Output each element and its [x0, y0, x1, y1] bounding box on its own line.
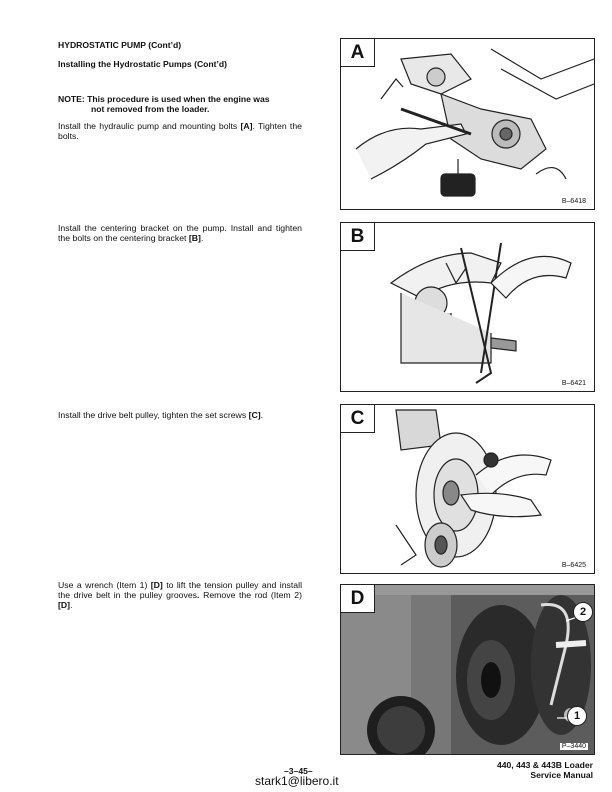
model-line2: Service Manual	[530, 770, 593, 780]
step-a-ref: [A]	[240, 121, 253, 131]
step-a-tail: . Tighten the bolts.	[58, 121, 302, 142]
figure-b	[340, 222, 595, 392]
note-line1: This procedure is used when the engine was	[87, 94, 270, 104]
figure-b-letter: B	[341, 223, 375, 251]
step-c-body: Install the drive belt pulley, tighten the set screws	[58, 410, 249, 420]
figure-a-letter: A	[341, 39, 375, 67]
figure-d-code: P–3440	[561, 743, 586, 750]
figure-d	[340, 584, 595, 755]
step-d-end: .	[70, 600, 73, 611]
figure-a-drawing	[341, 39, 594, 209]
callout-1: 1	[567, 706, 587, 726]
figure-c-drawing	[341, 405, 594, 573]
step-d-ref2: [D]	[58, 600, 71, 611]
step-d-text	[58, 580, 302, 611]
figure-c	[340, 404, 595, 574]
subsection-title: Installing the Hydrostatic Pumps (Cont’d)	[58, 59, 228, 69]
step-d-tail: Remove the rod (Item 2)	[199, 590, 302, 601]
step-c-ref: [C]	[248, 410, 261, 420]
step-d-ref: [D]	[150, 580, 163, 590]
note-block	[58, 94, 270, 114]
step-b-text	[58, 223, 302, 243]
step-b-ref: [B]	[188, 233, 201, 244]
step-c-tail: .	[260, 410, 264, 420]
note-label: NOTE:	[58, 94, 85, 104]
note-line2: not removed from the loader.	[91, 104, 210, 114]
figure-c-letter: C	[341, 405, 375, 433]
figure-a-code: B–6418	[561, 198, 586, 205]
figure-b-code: B–6421	[561, 380, 586, 387]
step-a-text	[58, 121, 302, 141]
step-b-tail: .	[200, 233, 204, 244]
figure-b-drawing	[341, 223, 594, 391]
step-b-body: Install the centering bracket on the pump. Install and tighten the bolts on the centering bracket	[58, 223, 302, 244]
section-title: HYDROSTATIC PUMP (Cont’d)	[58, 40, 182, 50]
figure-a	[340, 38, 595, 210]
figure-d-photo	[341, 585, 594, 754]
step-c-text	[58, 410, 302, 420]
step-a-body: Install the hydraulic pump and mounting bolts	[58, 121, 241, 131]
figure-c-code: B–6425	[561, 562, 586, 569]
step-d-mid-b: .	[197, 590, 200, 601]
callout-2: 2	[573, 602, 593, 622]
page-number: –3–45–	[284, 766, 313, 776]
watermark: stark1@libero.it	[255, 774, 339, 788]
step-d-body: Use a wrench (Item 1)	[58, 580, 151, 590]
step-d-mid: to lift the tension pulley and install the drive belt in the pulley grooves	[58, 580, 302, 601]
model-line1: 440, 443 & 443B Loader	[496, 760, 593, 770]
figure-d-letter: D	[341, 585, 375, 613]
model-info	[497, 760, 593, 780]
